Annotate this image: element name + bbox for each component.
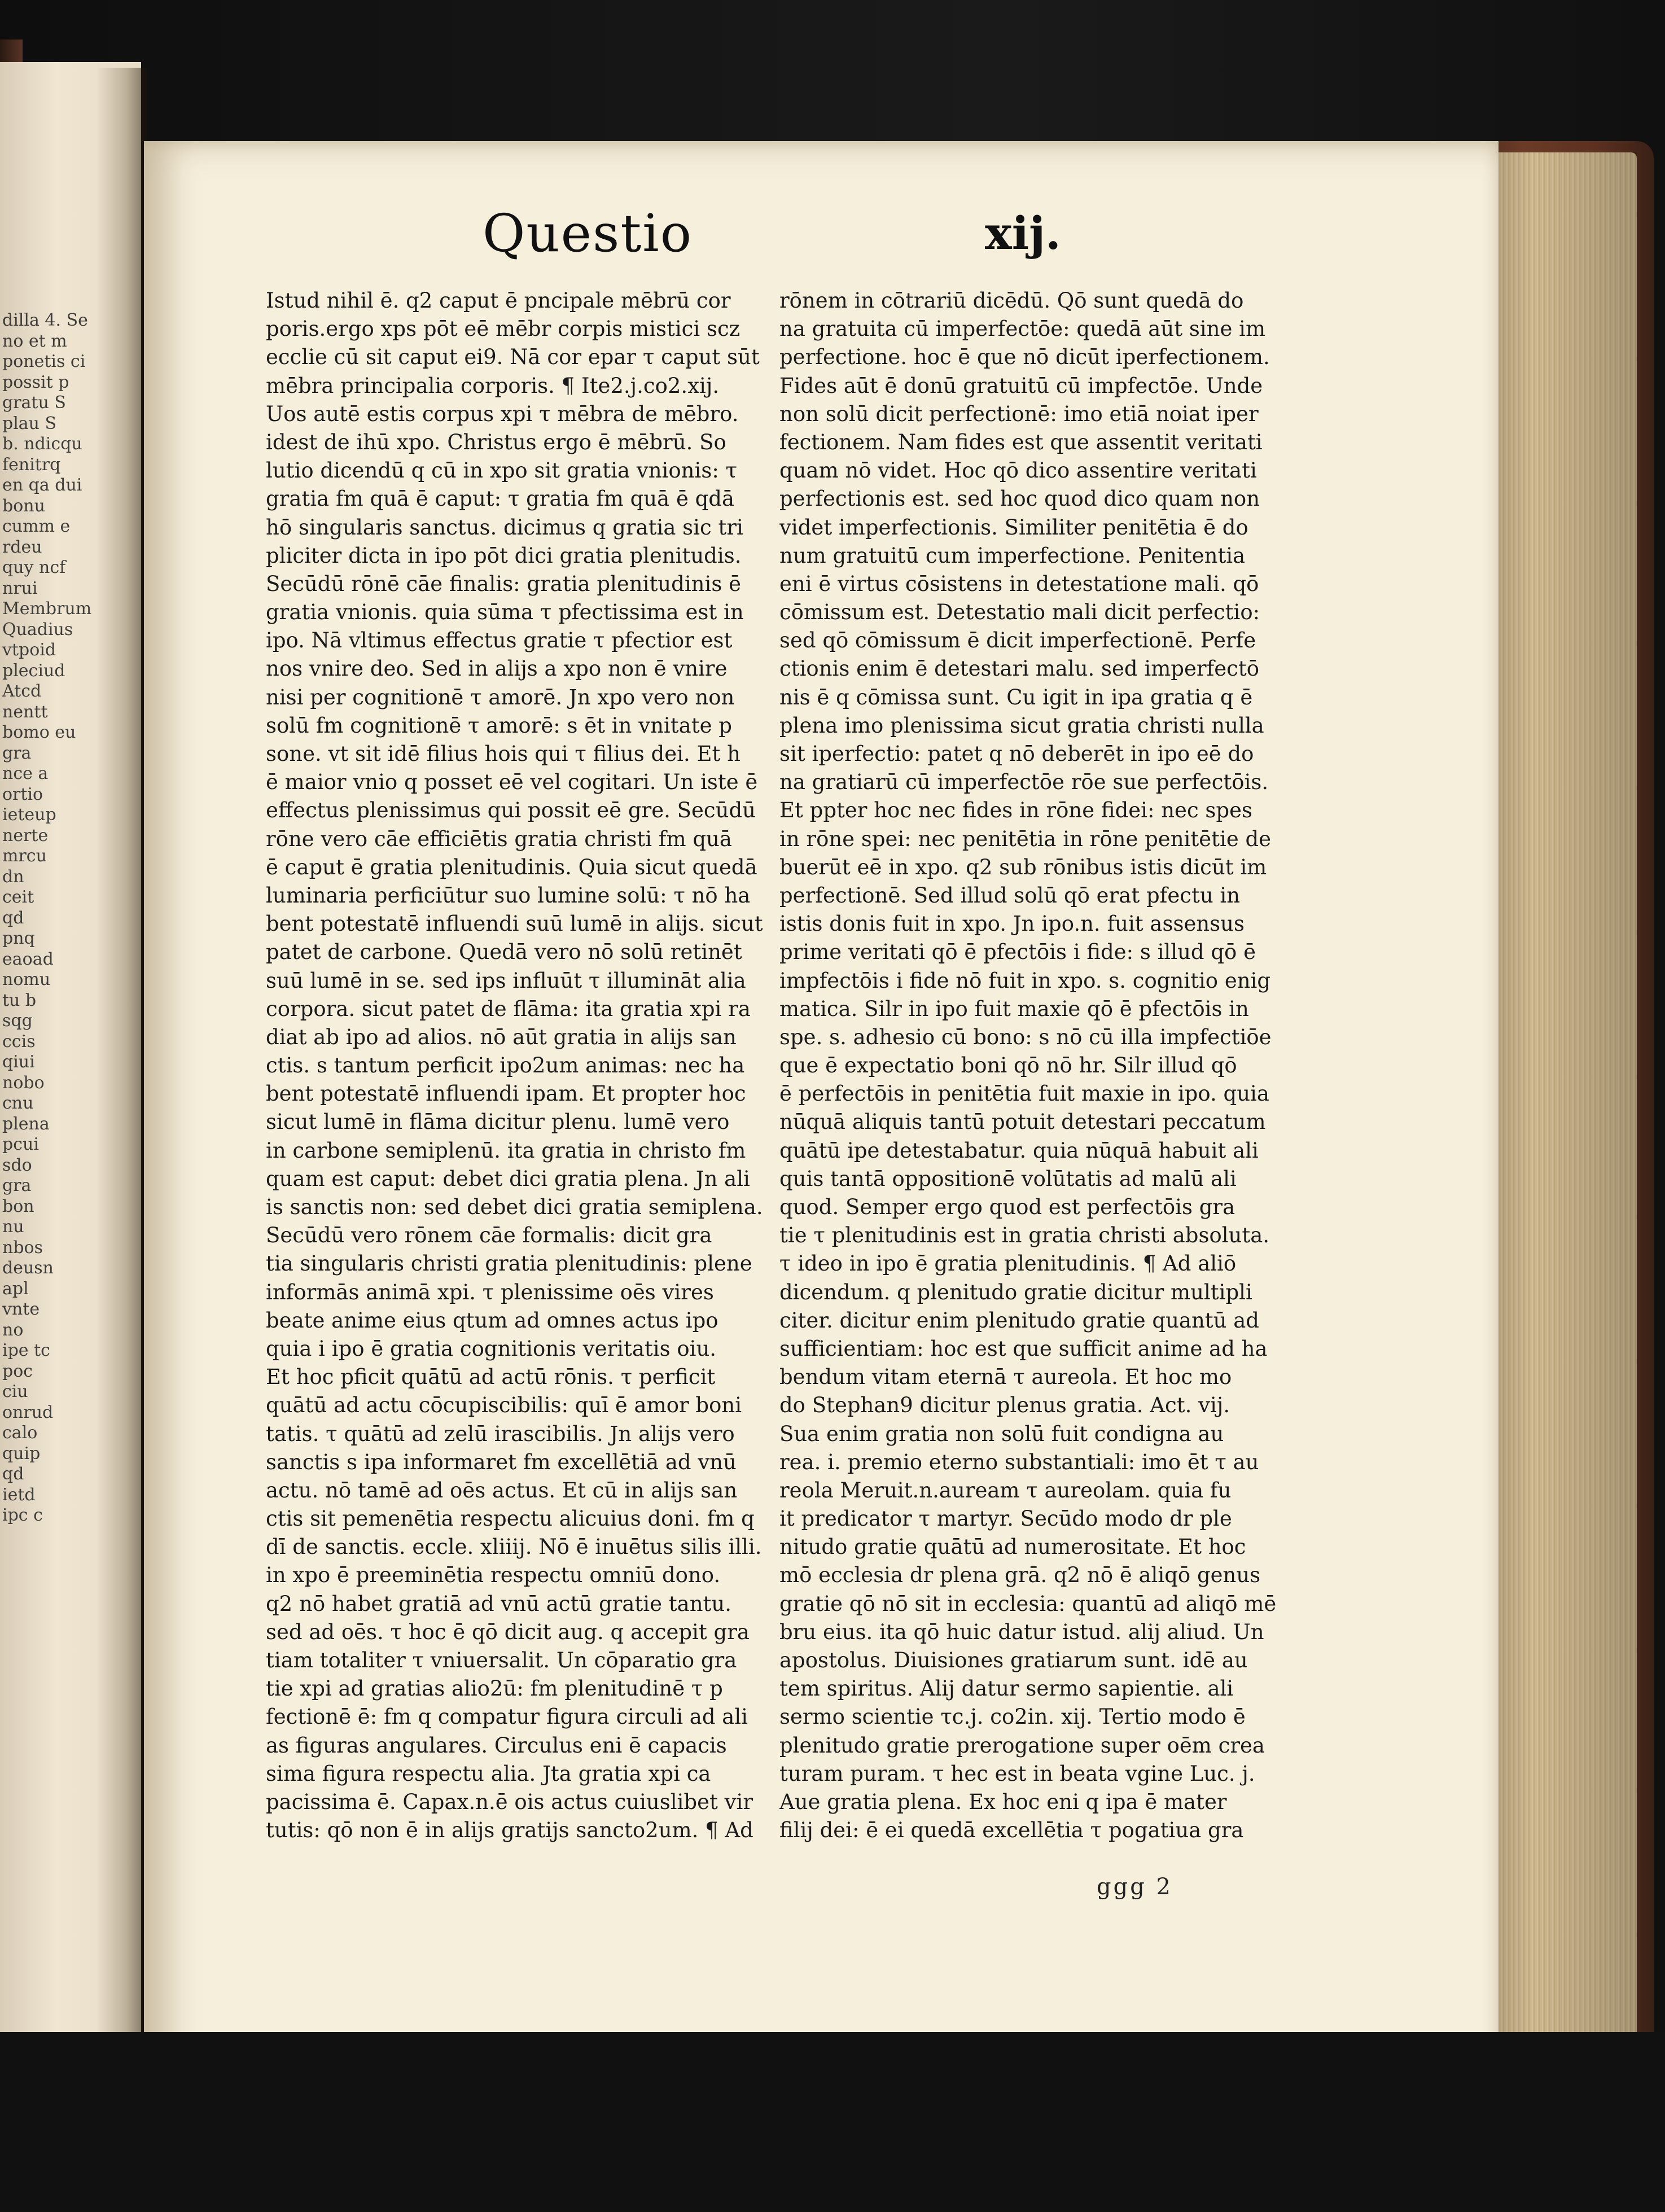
text-line: ecclie cū sit caput ei9. Nā cor epar τ caput sūt <box>266 345 760 370</box>
text-line: rōne vero cāe efficiētis gratia christi fm quā <box>266 826 732 851</box>
text-line: istis donis fuit in xpo. Jn ipo.n. fuit assensus <box>779 912 1245 936</box>
left-page-fragment-line: cumm e <box>2 516 71 536</box>
text-line: Et ppter hoc nec fides in rōne fidei: nec spes <box>779 798 1252 823</box>
text-line: lutio dicendū q cū in xpo sit gratia vnionis: τ <box>266 458 738 483</box>
left-page-fragment-line: dilla 4. Se <box>2 310 88 330</box>
text-line: sed qō cōmissum ē dicit imperfectionē. Perfe <box>779 628 1256 653</box>
text-line: informās animā xpi. τ plenissime oēs vires <box>266 1280 714 1304</box>
left-page-fragment-line: nerte <box>2 825 49 846</box>
text-line: sit iperfectio: patet q nō deberēt in ipo eē do <box>779 742 1254 766</box>
left-page-fragment-line: rdeu <box>2 537 42 557</box>
text-line: Fides aūt ē donū gratuitū cū impfectōe. Unde <box>779 373 1263 398</box>
left-page-fragment-line: sqg <box>2 1011 33 1031</box>
page-header <box>144 141 1498 277</box>
text-line: apostolus. Diuisiones gratiarum sunt. idē au <box>779 1648 1248 1672</box>
text-line: sermo scientie τc.j. co2in. xij. Tertio modo ē <box>779 1705 1246 1729</box>
text-line: quātū ad actu cōcupiscibilis: quī ē amor boni <box>266 1393 742 1418</box>
left-page-fragment-line: Quadius <box>2 619 73 639</box>
text-line: ē perfectōis in penitētia fuit maxie in ipo. quia <box>779 1081 1269 1106</box>
text-line: filij dei: ē ei quedā excellētia τ pogatiua gra <box>779 1818 1244 1843</box>
running-title-text: Questio <box>483 203 693 264</box>
text-line: gratia vnionis. quia sūma τ pfectissima est in <box>266 600 744 625</box>
signature-mark: ggg 2 <box>1097 1874 1173 1900</box>
left-page-fragment-line: bonu <box>2 496 45 516</box>
text-line: nisi per cognitionē τ amorē. Jn xpo vero non <box>266 685 735 709</box>
left-page-fragment-line: nbos <box>2 1237 43 1258</box>
text-line: is sanctis non: sed debet dici gratia semiplena. <box>266 1195 763 1219</box>
left-page-fragment-line: no et m <box>2 331 67 351</box>
text-line: Secūdū rōnē cāe finalis: gratia plenitudinis ē <box>266 571 741 596</box>
left-page-fragment-line: ponetis ci <box>2 352 86 371</box>
left-page-fragment-line: en qa dui <box>2 475 82 495</box>
left-page-fragment-line: deusn <box>2 1258 54 1278</box>
left-page-fragment-line: plena <box>2 1114 50 1134</box>
main-page <box>144 141 1498 2077</box>
left-page-fragment-line: vtpoid <box>2 640 56 660</box>
text-line: bent potestatē influendi suū lumē in alijs. sicut <box>266 912 763 936</box>
text-line: ctionis enim ē detestari malu. sed imperfectō <box>779 656 1260 681</box>
text-line: pliciter dicta in ipo pōt dici gratia plenitudis. <box>266 543 742 568</box>
text-line: solū fm cognitionē τ amorē: s ēt in vnitate p <box>266 713 732 738</box>
text-line: it predicator τ martyr. Secūdo modo dr ple <box>779 1506 1232 1531</box>
left-page-fragment-line: gratu S <box>2 393 66 413</box>
left-page-fragment-line: nrui <box>2 578 38 598</box>
text-line: mō ecclesia dr plena grā. q2 nō ē aliqō genus <box>779 1563 1261 1588</box>
left-page-fragment-line: b. ndicqu <box>2 434 82 454</box>
text-column-right <box>779 287 1344 1867</box>
left-page-fragment-line: quy ncf <box>2 558 66 577</box>
text-line: perfectionē. Sed illud solū qō erat pfectu in <box>779 883 1241 908</box>
text-line: videt imperfectionis. Similiter penitētia ē do <box>779 515 1248 540</box>
left-page-fragment-line: gra <box>2 1176 32 1195</box>
text-line: nos vnire deo. Sed in alijs a xpo non ē vnire <box>266 656 728 681</box>
left-page-fragment-line: plau S <box>2 413 57 433</box>
text-line: ctis. s tantum perficit ipo2um animas: nec ha <box>266 1053 745 1078</box>
left-page-fragment-line: eaoad <box>2 949 54 969</box>
text-line: fectionē ē: fm q compatur figura circuli ad ali <box>266 1705 748 1729</box>
text-line: nis ē q cōmissa sunt. Cu igit in ipa gratia q ē <box>779 685 1253 709</box>
left-page-fragment-line: ciu <box>2 1382 28 1401</box>
left-page-fragment-line: qd <box>2 908 24 928</box>
text-line: in xpo ē preeminētia respectu omniū dono. <box>266 1563 721 1588</box>
text-line: sanctis s ipa informaret fm excellētiā ad vnū <box>266 1449 737 1474</box>
text-line: quam est caput: debet dici gratia plena. Jn ali <box>266 1166 750 1191</box>
text-line: tia singularis christi gratia plenitudinis: plene <box>266 1251 752 1276</box>
left-page-fragment-line: poc <box>2 1361 33 1381</box>
left-page-fragment-line: calo <box>2 1423 38 1443</box>
text-line: perfectione. hoc ē que nō dicūt iperfectionem. <box>779 345 1270 370</box>
left-page-fragment-line: Atcd <box>2 681 42 701</box>
text-line: matica. Silr in ipo fuit maxie qō ē pfectōis in <box>779 996 1249 1021</box>
left-page-fragment-line: dn <box>2 866 24 887</box>
left-page-fragment-line: sdo <box>2 1155 32 1175</box>
text-line: tatis. τ quātū ad zelū irascibilis. Jn alijs vero <box>266 1421 735 1446</box>
text-line: Sua enim gratia non solū fuit condigna au <box>779 1421 1224 1446</box>
text-line: τ ideo in ipo ē gratia plenitudinis. ¶ Ad aliō <box>779 1251 1237 1276</box>
left-page-fragment-line: fenitrq <box>2 454 61 475</box>
left-page-fragment-line: vnte <box>2 1299 40 1319</box>
text-line: q2 nō habet gratiā ad vnū actū gratie tantu. <box>266 1591 731 1616</box>
text-line: dicendum. q plenitudo gratie dicitur multipli <box>779 1280 1252 1304</box>
text-line: citer. dicitur enim plenitudo gratie quantū ad <box>779 1308 1259 1333</box>
left-page-fragment-line: ietd <box>2 1484 36 1505</box>
text-line: eni ē virtus cōsistens in detestatione mali. qō <box>779 571 1259 596</box>
text-line: Aue gratia plena. Ex hoc eni q ipa ē mater <box>779 1789 1227 1814</box>
left-page-fragment-line: ortio <box>2 784 43 804</box>
text-line: tutis: qō non ē in alijs gratijs sancto2um. ¶ Ad <box>266 1818 753 1843</box>
left-page-fragment-line: ipc c <box>2 1505 43 1525</box>
left-page-fragment-line: ccis <box>2 1031 36 1052</box>
text-line: quātū ipe detestabatur. quia nūquā habuit ali <box>779 1138 1259 1163</box>
text-line: turam puram. τ hec est in beata vgine Luc. j. <box>779 1761 1255 1786</box>
text-line: gratie qō nō sit in ecclesia: quantū ad aliqō mē <box>779 1591 1277 1616</box>
left-page-fragment-line: ceit <box>2 887 34 907</box>
bottom-background <box>0 2032 1665 2212</box>
text-line: bent potestatē influendi ipam. Et propter hoc <box>266 1081 746 1106</box>
text-line: gratia fm quā ē caput: τ gratia fm quā ē qdā <box>266 487 735 511</box>
text-line: actu. nō tamē ad oēs actus. Et cū in alijs san <box>266 1478 738 1503</box>
text-line: effectus plenissimus qui possit eē gre. Secūdū <box>266 798 756 823</box>
text-line: cōmissum est. Detestatio mali dicit perfectio: <box>779 600 1260 625</box>
left-page-fragment-line: gra <box>2 743 32 763</box>
left-page-fragment-line: nce a <box>2 764 49 783</box>
left-page-fragment-line: pnq <box>2 928 35 948</box>
text-line: num gratuitū cum imperfectione. Penitentia <box>779 543 1246 568</box>
text-line: prime veritati qō ē pfectōis i fide: s illud qō ē <box>779 940 1256 965</box>
left-page-fragment-line: qiui <box>2 1052 35 1072</box>
running-title <box>483 203 693 264</box>
text-line: suū lumē in se. sed ips influūt τ illumināt alia <box>266 968 746 993</box>
left-page-fragment-line: nu <box>2 1217 24 1237</box>
left-page-fragment-line: nobo <box>2 1072 45 1093</box>
text-line: idest de ihū xpo. Christus ergo ē mēbrū. So <box>266 430 726 454</box>
gutter-shadow <box>96 68 147 2088</box>
text-line: bru eius. ita qō huic datur istud. alij aliud. Un <box>779 1619 1264 1644</box>
text-line: sed ad oēs. τ hoc ē qō dicit aug. q accepit gra <box>266 1619 750 1644</box>
text-line: in rōne spei: nec penitētia in rōne penitētie de <box>779 826 1272 851</box>
text-line: sufficientiam: hoc est que sufficit anime ad ha <box>779 1336 1268 1361</box>
text-line: ipo. Nā vltimus effectus gratie τ pfectior est <box>266 628 733 653</box>
text-line: pacissima ē. Capax.n.ē ois actus cuiuslibet vir <box>266 1789 753 1814</box>
text-line: buerūt eē in xpo. q2 sub rōnibus istis dicūt im <box>779 855 1267 879</box>
text-line: quia i ipo ē gratia cognitionis veritatis oiu. <box>266 1336 717 1361</box>
folio-number: xij. <box>985 207 1061 260</box>
left-page-fragment-line: quip <box>2 1443 41 1464</box>
left-page-fragment-line: qd <box>2 1464 24 1484</box>
left-page-fragment-line: Membrum <box>2 599 92 619</box>
text-line: Uos autē estis corpus xpi τ mēbra de mēbro. <box>266 401 739 426</box>
text-line: perfectionis est. sed hoc quod dico quam non <box>779 487 1260 511</box>
text-line: rōnem in cōtrariū dicēdū. Qō sunt quedā do <box>779 288 1244 313</box>
text-line: Et hoc pficit quātū ad actū rōnis. τ perficit <box>266 1365 716 1390</box>
left-page-fragment-line: mrcu <box>2 846 47 866</box>
text-line: tiam totaliter τ vniuersalit. Un cōparatio gra <box>266 1648 737 1672</box>
text-line: hō singularis sanctus. dicimus q gratia sic tri <box>266 515 743 540</box>
left-page-fragment-line: bomo eu <box>2 722 76 742</box>
left-page-fragment-line: pleciud <box>2 660 65 681</box>
left-page-fragment-line: nentt <box>2 702 48 722</box>
text-line: sone. vt sit idē filius hois qui τ filius dei. Et h <box>266 742 741 766</box>
text-line: bendum vitam eternā τ aureola. Et hoc mo <box>779 1365 1232 1390</box>
text-line: plenitudo gratie prerogatione super oēm crea <box>779 1733 1265 1758</box>
text-line: luminaria perficiūtur suo lumine solū: τ nō ha <box>266 883 751 908</box>
text-line: na gratuita cū imperfectōe: quedā aūt sine im <box>779 317 1266 341</box>
left-page-fragment-line: apl <box>2 1278 29 1299</box>
text-line: poris.ergo xps pōt eē mēbr corpis mistici scz <box>266 317 741 341</box>
text-line: as figuras angulares. Circulus eni ē capacis <box>266 1733 727 1758</box>
text-line: quod. Semper ergo quod est perfectōis gra <box>779 1195 1235 1219</box>
text-line: tem spiritus. Alij datur sermo sapientie. ali <box>779 1676 1234 1701</box>
text-line: non solū dicit perfectionē: imo etiā noiat iper <box>779 401 1259 426</box>
text-line: quis tantā oppositionē volūtatis ad malū ali <box>779 1166 1237 1191</box>
left-page-fragment-line: no <box>2 1320 24 1340</box>
text-line: rea. i. premio eterno substantiali: imo ēt τ au <box>779 1449 1259 1474</box>
text-line: mēbra principalia corporis. ¶ Ite2.j.co2.xij. <box>266 373 720 398</box>
text-line: Secūdū vero rōnem cāe formalis: dicit gra <box>266 1223 712 1248</box>
text-line: tie τ plenitudinis est in gratia christi absoluta. <box>779 1223 1270 1248</box>
text-line: nūquā aliquis tantū potuit detestari peccatum <box>779 1110 1266 1135</box>
text-line: sima figura respectu alia. Jta gratia xpi ca <box>266 1761 711 1786</box>
text-line: beate anime eius qtum ad omnes actus ipo <box>266 1308 718 1333</box>
left-page-fragment-line: onrud <box>2 1402 54 1422</box>
text-line: que ē expectatio boni qō nō hr. Silr illud qō <box>779 1053 1237 1078</box>
left-page-fragment-line: cnu <box>2 1093 34 1113</box>
text-line: na gratiarū cū imperfectōe rōe sue perfectōis. <box>779 770 1269 795</box>
text-line: corpora. sicut patet de flāma: ita gratia xpi ra <box>266 996 751 1021</box>
text-line: fectionem. Nam fides est que assentit veritati <box>779 430 1263 454</box>
text-line: ē caput ē gratia plenitudinis. Quia sicut quedā <box>266 855 757 879</box>
text-line: Istud nihil ē. q2 caput ē pncipale mēbrū cor <box>266 288 731 313</box>
left-page-fragment-line: ieteup <box>2 805 56 825</box>
text-line: nitudo gratie quātū ad numerositate. Et hoc <box>779 1535 1246 1560</box>
text-line: patet de carbone. Quedā vero nō solū retinēt <box>266 940 742 965</box>
text-line: ctis sit pemenētia respectu alicuius doni. fm q <box>266 1506 755 1531</box>
left-page-fragment-line: tu b <box>2 990 37 1010</box>
text-line: sicut lumē in flāma dicitur plenu. lumē vero <box>266 1110 730 1135</box>
left-page-fragment-line: nomu <box>2 970 51 989</box>
left-page-fragment-line: pcui <box>2 1135 39 1154</box>
text-line: tie xpi ad gratias alio2ū: fm plenitudinē τ p <box>266 1676 723 1701</box>
text-line: ē maior vnio q posset eē vel cogitari. Un iste ē <box>266 770 758 795</box>
text-line: impfectōis i fide nō fuit in xpo. s. cognitio enig <box>779 968 1271 993</box>
text-line: quam nō videt. Hoc qō dico assentire veritati <box>779 458 1257 483</box>
text-line: spe. s. adhesio cū bono: s nō cū illa impfectiōe <box>779 1024 1272 1049</box>
left-page-fragment-line: possit p <box>2 372 69 392</box>
text-column-left <box>266 287 830 1867</box>
text-line: diat ab ipo ad alios. nō aūt gratia in alijs san <box>266 1024 737 1049</box>
fore-edge-shading <box>1490 152 1637 2077</box>
text-line: dī de sanctis. eccle. xliiij. Nō ē inuētus silis illi. <box>266 1535 762 1560</box>
text-line: do Stephan9 dicitur plenus gratia. Act. vij. <box>779 1393 1230 1418</box>
text-line: in carbone semiplenū. ita gratia in christo fm <box>266 1138 746 1163</box>
text-line: reola Meruit.n.auream τ aureolam. quia fu <box>779 1478 1232 1503</box>
left-page-fragment-line: bon <box>2 1196 34 1216</box>
text-line: plena imo plenissima sicut gratia christi nulla <box>779 713 1264 738</box>
left-page-fragment-line: ipe tc <box>2 1341 50 1360</box>
